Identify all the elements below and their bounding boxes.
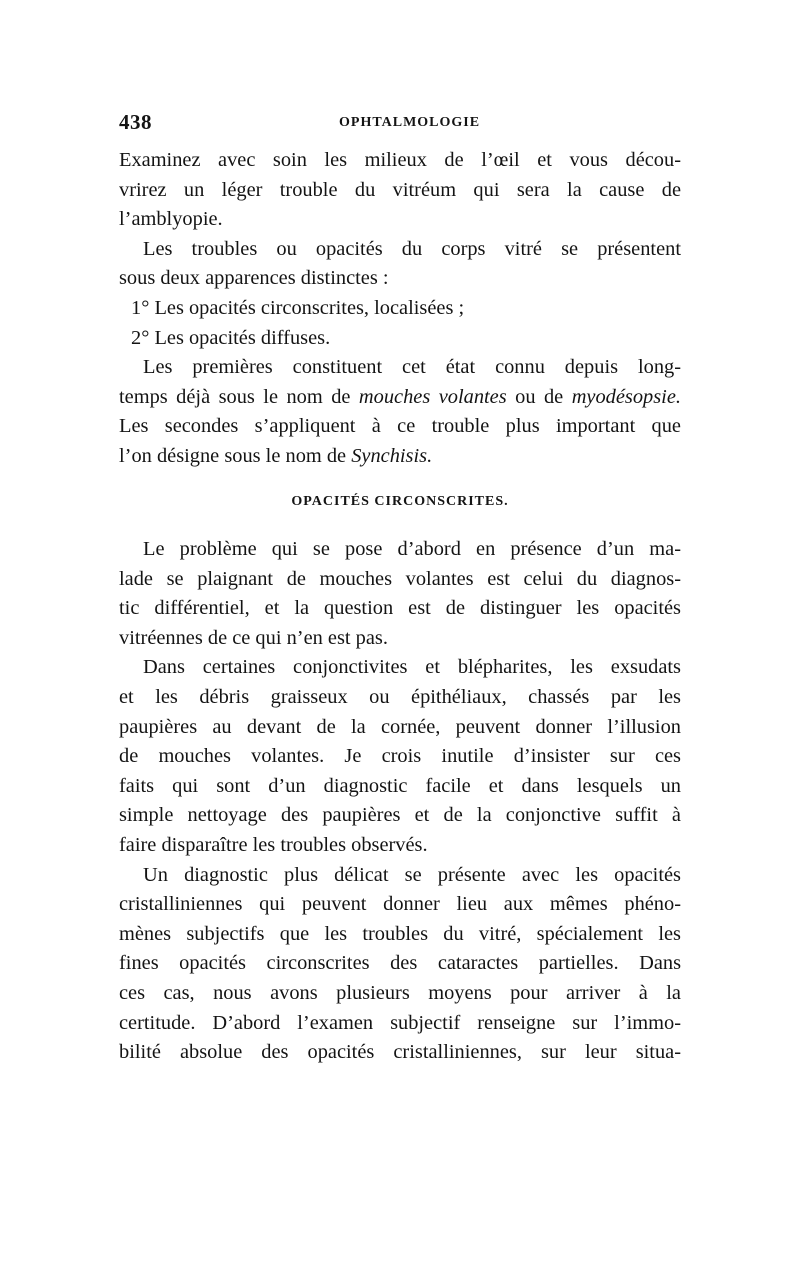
paragraph-6-line: mènes subjectifs que les troubles du vitré, spécialement les [119, 922, 681, 945]
paragraph-5-line: de mouches volantes. Je crois inutile d’insister sur ces [119, 745, 681, 768]
text-run: temps déjà sous le nom de [119, 385, 359, 408]
paragraph-5-line: faits qui sont d’un diagnostic facile et dans lesquels un [119, 774, 681, 797]
paragraph-4-line: tic différentiel, et la question est de distinguer les opacités [119, 597, 681, 620]
paragraph-3-line-4 [119, 442, 681, 472]
page-header [119, 110, 678, 140]
text-run: l’on désigne sous le nom de [119, 444, 352, 467]
paragraph-6-line: certitude. D’abord l’examen subjectif renseigne sur l’immo- [119, 1011, 681, 1034]
paragraph-3-line: Les secondes s’appliquent à ce trouble plus important que [119, 415, 681, 438]
italic-term: myodésopsie. [571, 385, 681, 408]
paragraph-2-line: sous deux apparences distinctes : [119, 267, 389, 290]
paragraph-4-line: Le problème qui se pose d’abord en présence d’un ma- [143, 538, 681, 560]
paragraph-1-line: vrirez un léger trouble du vitréum qui sera la cause de [119, 178, 681, 201]
paragraph-5-line: et les débris graisseux ou épithéliaux, chassés par les [119, 685, 681, 708]
page-number: 438 [119, 110, 152, 134]
section-title: OPACITÉS CIRCONSCRITES. [291, 494, 509, 509]
italic-term: Synchisis. [351, 444, 433, 467]
paragraph-6-line: bilité absolue des opacités cristalliniennes, sur leur situa- [119, 1041, 681, 1064]
paragraph-2-line: Les troubles ou opacités du corps vitré se présentent [143, 237, 681, 260]
paragraph-6-line: fines opacités circonscrites des cataractes partielles. Dans [119, 952, 681, 975]
paragraph-6-line: cristalliniennes qui peuvent donner lieu aux mêmes phéno- [119, 893, 681, 916]
paragraph-5-line: simple nettoyage des paupières et de la conjonctive suffit à [119, 804, 681, 827]
text-run: ou de [506, 385, 572, 408]
paragraph-6-line: Un diagnostic plus délicat se présente avec les opacités [143, 863, 681, 886]
paragraph-6-line: ces cas, nous avons plusieurs moyens pour arriver à la [119, 981, 681, 1004]
paragraph-5-line: paupières au devant de la cornée, peuvent donner l’illusion [119, 715, 681, 738]
paragraph-5-line: faire disparaître les troubles observés. [119, 833, 428, 856]
paragraph-3-line-2 [119, 383, 681, 413]
paragraph-1-line: l’amblyopie. [119, 208, 223, 231]
paragraph-4-line: lade se plaignant de mouches volantes est celui du diagnos- [119, 567, 681, 590]
list-item-1: 1° Les opacités circonscrites, localisées ; [131, 296, 465, 319]
intro-text [119, 146, 681, 472]
paragraph-1-line: Examinez avec soin les milieux de l’œil et vous décou- [119, 149, 681, 171]
paragraph-5-line: Dans certaines conjonctivites et blépharites, les exsudats [143, 656, 681, 679]
running-head: OPHTALMOLOGIE [339, 115, 481, 130]
paragraph-4-line: vitréennes de ce qui n’en est pas. [119, 626, 388, 649]
paragraph-3-line: Les premières constituent cet état connu depuis long- [143, 356, 681, 379]
italic-term: mouches volantes [358, 385, 507, 408]
body-text [119, 535, 681, 1068]
list-item-2: 2° Les opacités diffuses. [131, 326, 331, 349]
